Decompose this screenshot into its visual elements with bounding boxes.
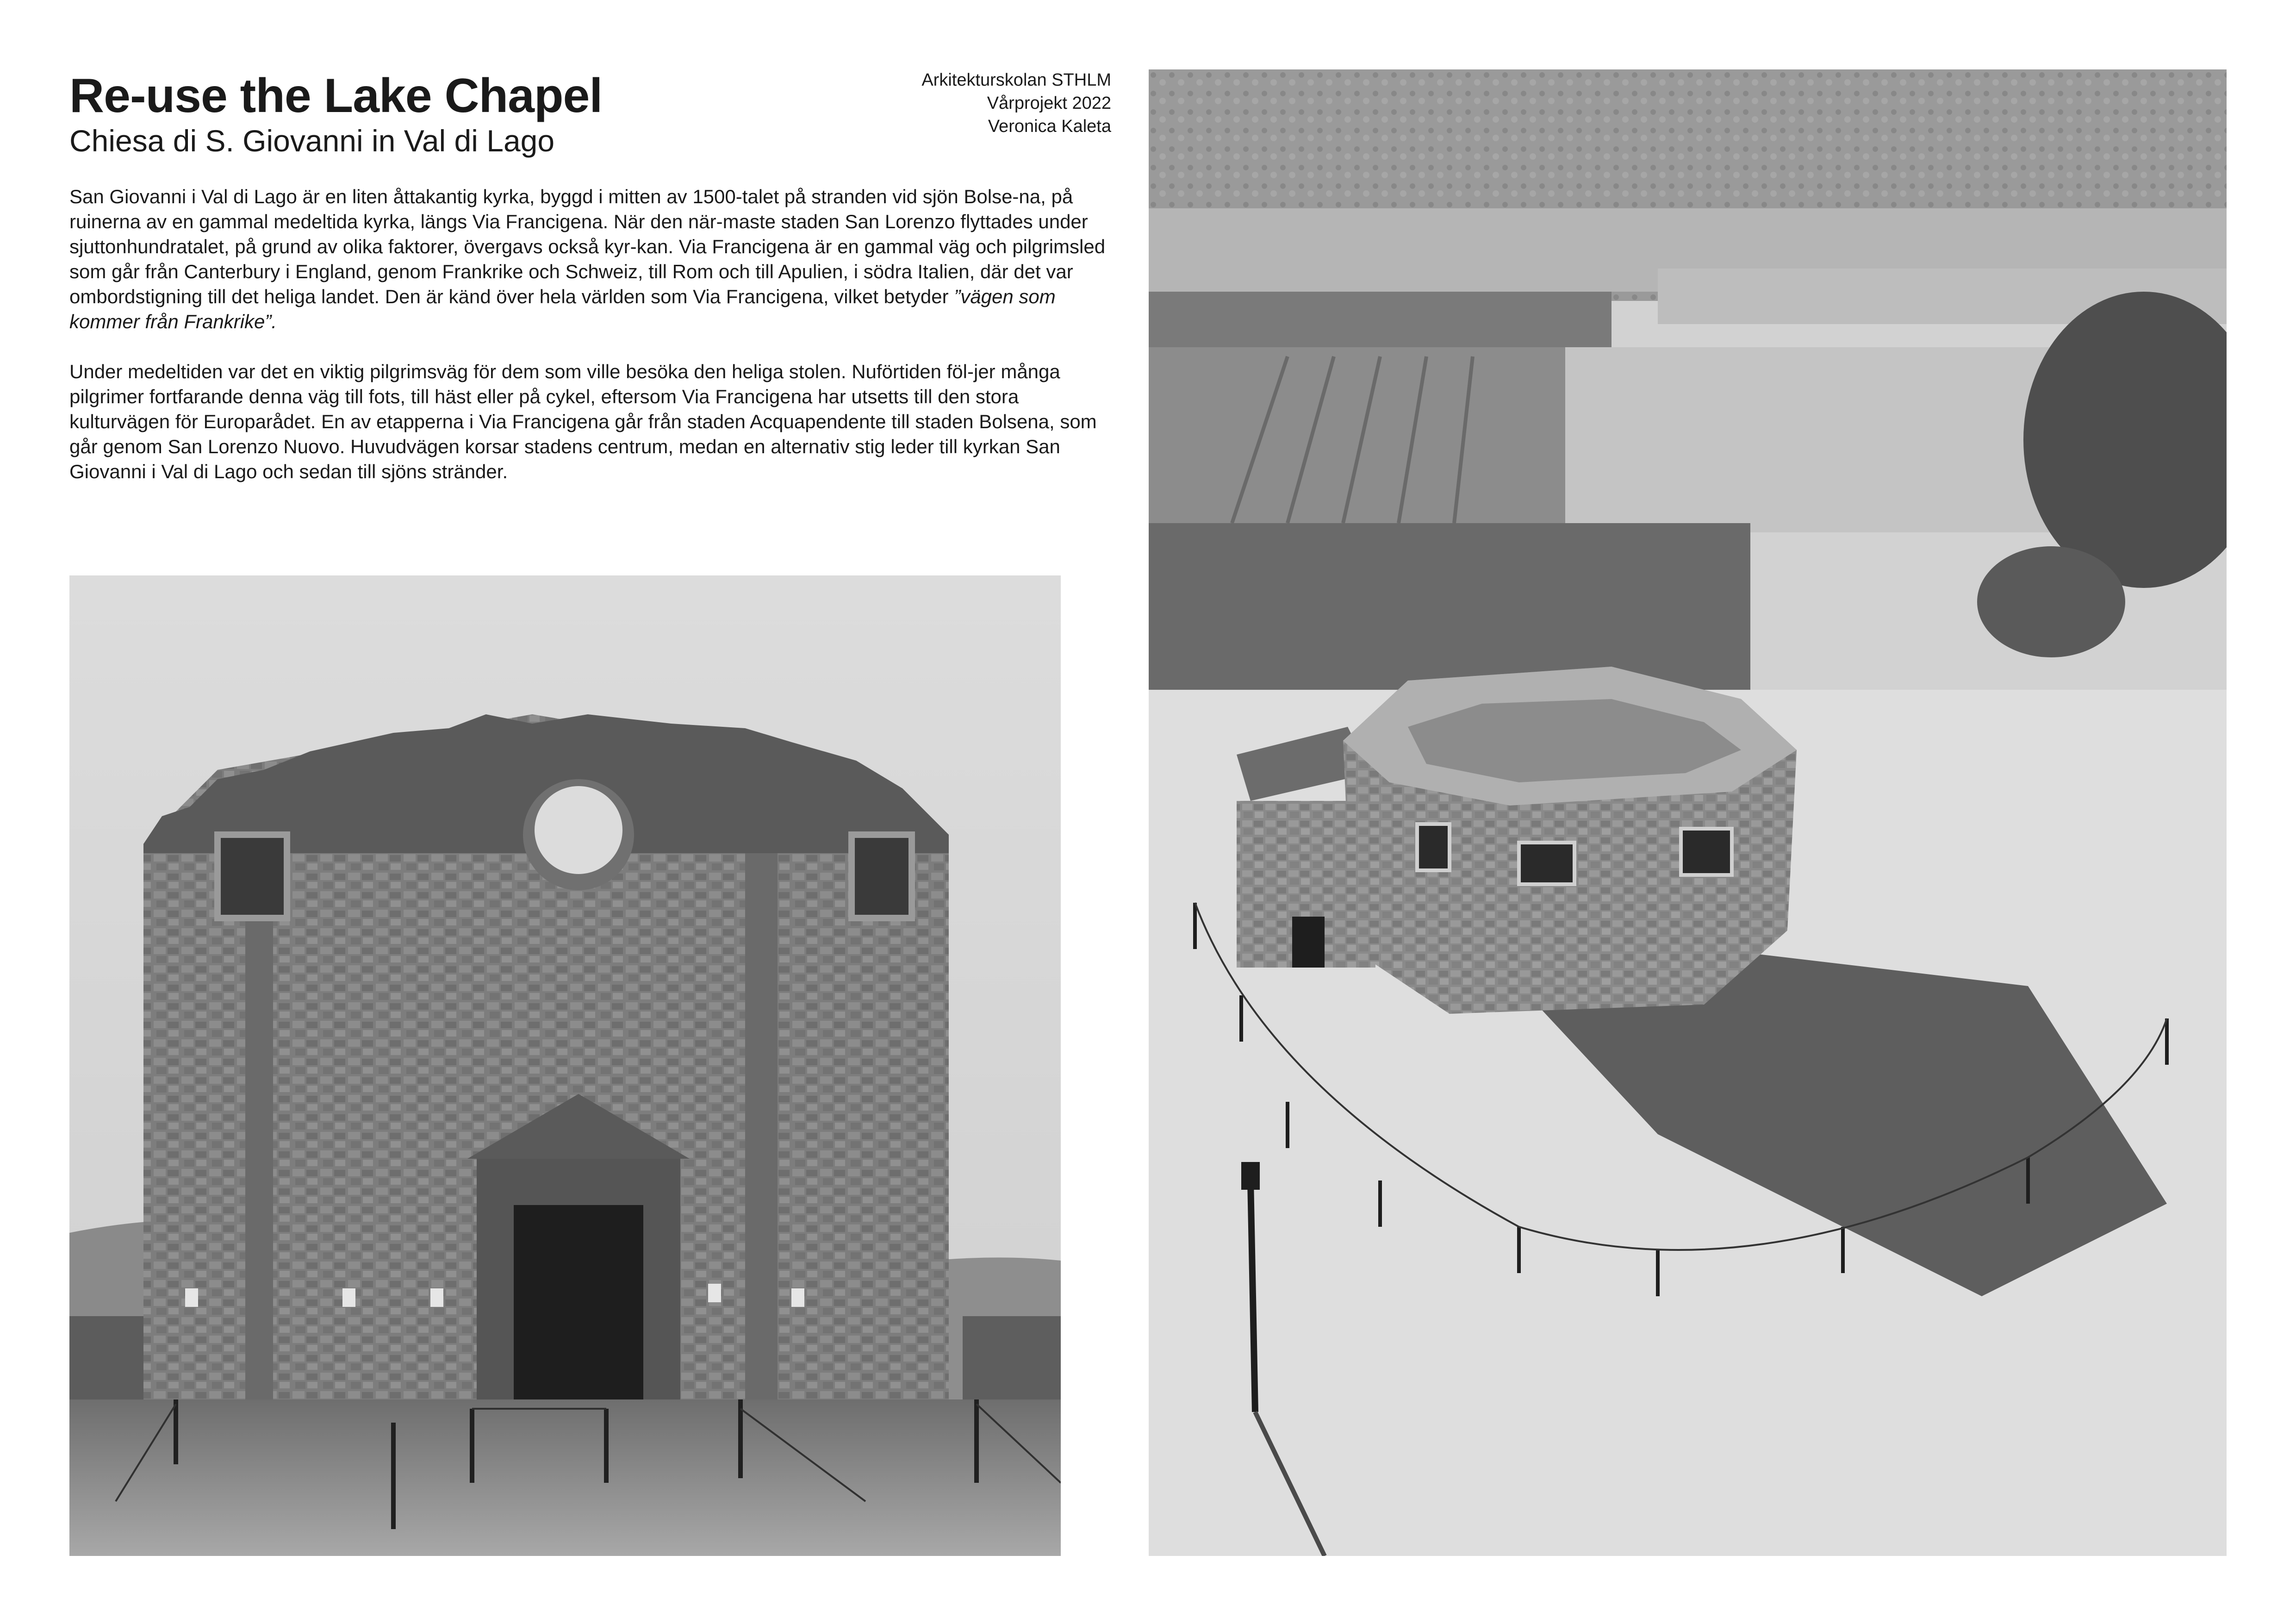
credit-author: Veronica Kaleta: [988, 117, 1111, 136]
page-title: Re-use the Lake Chapel: [69, 69, 603, 123]
credit-school: Arkitekturskolan STHLM: [921, 70, 1111, 90]
chapel-aerial-illustration: [1149, 69, 2227, 1556]
paragraph-1-quote: ”vägen som kommer från Frankrike”.: [69, 286, 1056, 332]
credits-block: [921, 69, 1111, 138]
paragraph-1-text: San Giovanni i Val di Lago är en liten åttakantig kyrka, byggd i mitten av 1500-talet på stranden vid sjön Bolse-na, på ruinerna av en gammal medeltida kyrka, längs Via Francigena. När den när-maste staden San Lorenzo flyttades under sjuttonhundratalet, på grund av olika faktorer, övergavs också kyr-kan. Via Francigena är en gammal väg och pilgrimsled som går från Canterbury i England, genom Frankrike och Schweiz, till Rom och till Apulien, i södra Italien, där det var ombordstigning till det heliga landet. Den är känd över hela världen som Via Francigena, vilket betyder: [69, 186, 1106, 307]
chapel-front-photo: [69, 575, 1061, 1556]
chapel-front-illustration: [69, 575, 1061, 1556]
body-text: [69, 184, 1115, 509]
credit-project: Vårprojekt 2022: [987, 94, 1111, 113]
paragraph-1: [69, 184, 1115, 334]
page-subtitle: Chiesa di S. Giovanni in Val di Lago: [69, 124, 555, 158]
chapel-aerial-photo: [1149, 69, 2227, 1556]
paragraph-2: Under medeltiden var det en viktig pilgrimsväg för dem som ville besöka den heliga stolen. Nuförtiden föl-jer många pilgrimer fortfarande denna väg till fots, till häst eller på cykel, eftersom Via Francigena har utsetts till den stora kulturvägen för Europarådet. En av etapperna i Via Francigena går från staden Acquapendente till staden Bolsena, som går genom San Lorenzo Nuovo. Huvudvägen korsar stadens centrum, medan en alternativ stig leder till kyrkan San Giovanni i Val di Lago och sedan till sjöns stränder.: [69, 361, 1097, 482]
